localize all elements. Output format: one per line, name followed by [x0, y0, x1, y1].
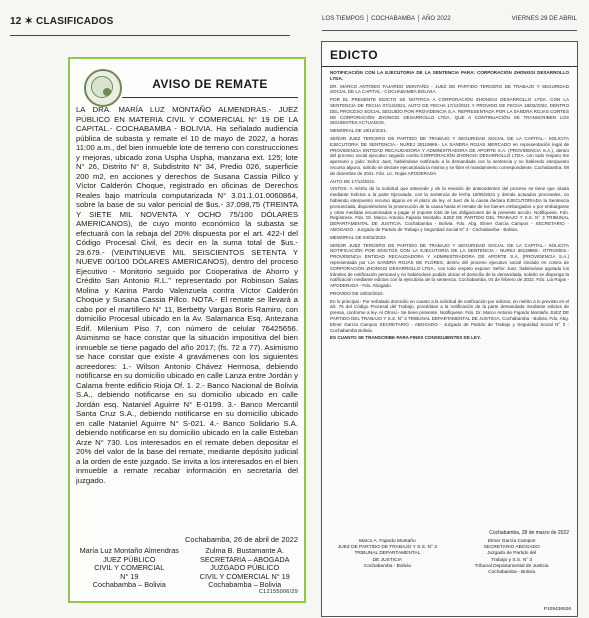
edicto-title: EDICTO: [330, 48, 379, 62]
edicto-paragraph: NOTIFICACIÓN CON LA EJECUTORIA DE LA SENTENCIA PARA: CORPORACIÓN ZHONGGI DESARROLLO LTDA.: [330, 70, 569, 81]
section-header-text: 12 ✶ CLASIFICADOS: [10, 16, 114, 27]
signature-judge: Marco A. Fajardo Montaño JUEZ DE PARTIDO DE TRABAJO Y S.S. N° 3 TRIBUNAL DEPARTAMENTAL DE JUSTICIA Cochabamba - Bolivia: [337, 539, 437, 569]
edicto-code: P105436526: [543, 607, 571, 612]
aviso-body: LA DRA. MARÍA LUZ MONTAÑO ALMENDRAS.- JUEZ PÚBLICO EN MATERIA CIVIL Y COMERCIAL N° 19 DE LA CAPITAL.- COCHABAMBA - BOLIVIA. Ha señalado audiencia pública de subasta y remate el 10 de mayo de 2022, a horas 11:00 a.m., del bien inmueble lote de terreno con construcciones y mejoras, ubicado zona Uspha Uspha, manzana ext. 125; lote N° 26, Distrito N° 8, Subdistrito N° 34, Predio 026, superficie 200 m2, en acciones y derechos de Susana Cassia Pillco y Víctor Calderón Choque, registrado en oficinas de Derechos Reales bajo matrícula computarizada N° 3.01.1.01.0060864, sobre la base de su valor pericial de $us.- 37.098,75 (TREINTA Y SIETE MIL NOVENTA Y OCHO 75/100 DÓLARES AMERICANOS), de cuyo monto económico la subasta se efectuará con la rebaja del 20% dispuesta por el art. 422-I del Código Procesal Civil, es decir en la suma total de $us.- 29.679.- (VEINTINUEVE MIL SEISCIENTOS SETENTA Y NUEVE 00/100 DÓLARES AMERICANOS), dentro del proceso Ejecutivo - Monitorio seguido por Cooperativa de Ahorro y Crédito San Antonio R.L." representado por Robinson Salas Molina y Karina Pardo Valenzuela contra Víctor Calderón Choque y Susana Cassia Pillco. NOTA.- El remate se llevará a cabo por el martillero N° 11, Berbetty Vargas Boris Ramiro, con domicilio Procesal ubicado en la Av. Salamanca Esq. Antezana Edif. Milenium Piso 7, con número de celular 76425656. Asimismo se hace constar que la situación impositiva del bien inmueble se tiene pagado del año 2017; (fs. 72 a 77). Asimismo se hace constar que existe 4 gravámenes con los siguientes acreedores: 1.- Wilson Antonio Chávez Hermosa, debiendo notificarse en su domicilio ubicado en calle Lanza entre Jordán y Calama frente edificio Rioja Of. 1. 2.- Banco Nacional de Bolivia S.A., debiendo notificarse en su domicilio ubicado en calle Jordán esq. Nataniel Aguirre N° E-0199. 3.- Banco Mercantil Santa Cruz S.A., debiendo notificarse en su domicilio ubicado en calle Nataniel Aguirre N° S-021. 4.- Banco Solidario S.A. debiendo notificarse en su domicilio ubicado en la calle Esteban Arze N° 730. Los interesados en el remate deben depositar el 20% del valor de la base del remate, mediante depósito judicial a la orden de este juzgado. Se invita a los interesados en el bien inmueble a remate recabar información en secretaría del juzgado.: [76, 105, 298, 485]
header-rule: [10, 35, 290, 36]
edicto-paragraph: MEMORIAL DE 18/12/2021.: [330, 128, 387, 134]
masthead-right: VIERNES 29 DE ABRIL: [511, 15, 577, 22]
signature-judge: María Luz Montaño Almendras JUEZ PÚBLICO CIVIL Y COMERCIAL N° 19 Cochabamba – Bolivia: [79, 546, 179, 590]
section-header: [10, 16, 290, 32]
masthead-rule: [322, 30, 577, 31]
edicto-paragraph: ES CUANTO SE TRANSCRIBE PARA FINES CONSIGUIENTES DE LEY.: [330, 335, 481, 341]
signature-secretary: Elmer García Campos SECRETARIO ABOGADO Juzgado de Partido del Trabajo y S.S. N° 3 Tribunal Departamental de Justicia Cochabamba - Bolivia: [474, 539, 549, 576]
aviso-date: Cochabamba, 26 de abril de 2022: [185, 535, 298, 544]
edicto-paragraph: PROVIDO DE 18/02/2022.: [330, 290, 384, 296]
aviso-title-rule: [122, 97, 298, 98]
edicto-date: Cochabamba, 28 de marzo de 2022: [489, 530, 569, 536]
edicto-paragraph: SEÑOR JUEZ TERCERO DE PARTIDO DE TRABAJO Y SEGURIDAD SOCIAL DE LA CAPITAL.- SOLICITA EJECUTORIA DE SENTENCIA.- NUREJ 30119869.- LA SANDRA ROJAS MERCADO en representación legal de PROVIDENCIA ENTIDAD RECAUDADORA Y ADMINISTRADORA DE APORTE S.A. (PROVIDENCIA S.A.), dentro del proceso social ejecutivo seguido contra CORPORACIÓN ZHONGGI DESARROLLO LTDA. con todo respeto me apersono y pido: Señor Juez, habiéndose notificado a la demandada con la sentencia y no habiendo interpuesto recurso alguno, solicito se declare ejecutoriada la misma y se libre el mandamiento correspondiente. Cochabamba, 08 de diciembre de 2021. Fdo. Lic. Rojas APODERADA.: [330, 135, 569, 176]
edicto-paragraph: MEMORIAL DE 04/02/2022.: [330, 234, 387, 240]
signature-secretary: Zulma B. Bustamante A. SECRETARIA – ABOGADA JUZGADO PÚBLICO CIVIL Y COMERCIAL N° 19 Cochabamba – Bolivia: [199, 546, 290, 590]
edicto-paragraph: POR EL PRESENTE EDICTO SE NOTIFICA A CORPORACIÓN ZHONGGI DESARROLLO LTDA. CON LA SENTENCIA DE FECHA 07/12/2021, AUTO DE FECHA 17/12/2021 Y PROVIDO DE FECHA 18/02/2022, DENTRO DEL PROCESO SOCIAL SEGUIDO POR PROVIDENCIA S.A. REPRESENTADA POR LA SANDRA ROJAS CORTES DE CORPORACIÓN ZHONGGI DESARROLLO LTDA. QUE A CONTINUACIÓN SE TRANSCRIBEN LOS SIGUIENTES ACTUADOS.: [330, 97, 569, 126]
aviso-code: C12155006/29: [258, 589, 298, 595]
newspaper-masthead: [322, 15, 577, 27]
edicto-title-rule: [322, 66, 577, 67]
edicto-paragraph: DR. MARCO ANTONIO FAJARDO MONTAÑO - JUEZ DE PARTIDO TERCERO DE TRABAJO Y SEGURIDAD SOCIAL DE LA CAPITAL - COCHABAMBA BOLIVIA.: [330, 83, 569, 95]
edicto-paragraph: VISTOS: A mérito de la solicitud que antecede y de la revisión de antecedentes del proceso se tiene que citada mediante Edictos a la parte Ejecutada, con la sentencia de fecha 18/05/2021 y demás actuados procesales, no habiendo interpuesto recurso alguno en el plazo de ley, el Juez de la causa declara EJECUTORIADA la Sentencia pronunciada, disponiéndose la prosecución de la causa hasta el remate de los bienes embargados o por embargarse y otras medidas encaminadas a pagar el importe total de las obligaciones de la presente acción. Notifíquese. Fdo. Regístrese. Fdo. Dr. Marco Antonio Fajardo Montaño JUEZ DE PARTIDO DEL TRABAJO Y S.S. N° 3 TRIBUNAL DEPARTAMENTAL DE JUSTICIA. Cochabamba - Bolivia. Fdo. Abg. Elmer García Campos - SECRETARIO - ABOGADO - Juzgado de Partido de Trabajo y Seguridad Social N° 3 - Cochabamba - Bolivia.: [330, 186, 569, 232]
aviso-signatures: [76, 547, 298, 591]
masthead-left: LOS TIEMPOS │ COCHABAMBA │ AÑO 2022: [322, 15, 451, 22]
edicto-body: [330, 70, 569, 518]
aviso-de-remate-notice: [68, 57, 306, 603]
court-seal-icon: [84, 69, 122, 107]
aviso-title: AVISO DE REMATE: [152, 77, 268, 91]
edicto-signatures: [330, 539, 569, 587]
edicto-paragraph: AUTO DE 17/12/2021.: [330, 178, 376, 184]
edicto-paragraph: En lo principal.- Por señalado domicilio en cuanto a la solicitud de notificación por edictos, en mérito a lo previsto en el art. 76 del Código Procesal del Trabajo, procédase a la notificación de la parte demandada mediante edictos de prensa, conforme a ley. Al Otrosí.- Se tiene presente. Notifíquese. Fdo. Dr. Marco Antonio Fajardo Montaño JUEZ DE PARTIDO DEL TRABAJO Y S.S. N° 3 TRIBUNAL DEPARTAMENTAL DE JUSTICIA. Cochabamba - Bolivia. Fdo. Abg. Elmer García Campos SECRETARIO - ABOGADO - Juzgado de Partido de Trabajo y Seguridad Social N° 3 - Cochabamba Bolivia.: [330, 298, 569, 333]
edicto-paragraph: SEÑOR JUEZ TERCERO DE PARTIDO DE TRABAJO Y SEGURIDAD SOCIAL DE LA CAPITAL.- SOLICITA NOTIFICACIÓN POR EDICTOS CON LA EJECUTORIA DE LA SENTENCIA - NUREJ 30119869.- OTROSÍES.- PROVIDENCIA ENTIDAD RECAUDADORA Y ADMINISTRADORA DE APORTE S.A. (PROVIDENCIA S.A.) representada por LIA SANDRA ROJAS DE FLORES, dentro del proceso ejecutivo social iniciado en contra de CORPORACIÓN ZHONGGI DESARROLLO LTDA., con todo respeto expone: Señor Juez, habiéndose agotado los trámites de notificación personal y no habiéndose podido ubicar el domicilio de la demandada, solicito se disponga la notificación mediante edictos con la ejecutoria de la sentencia. Cochabamba, 04 de febrero de 2022. Fdo. Lia Rojas - APODERADA - Fdo. Abogado.: [330, 242, 569, 289]
edicto-notice: [321, 41, 578, 617]
